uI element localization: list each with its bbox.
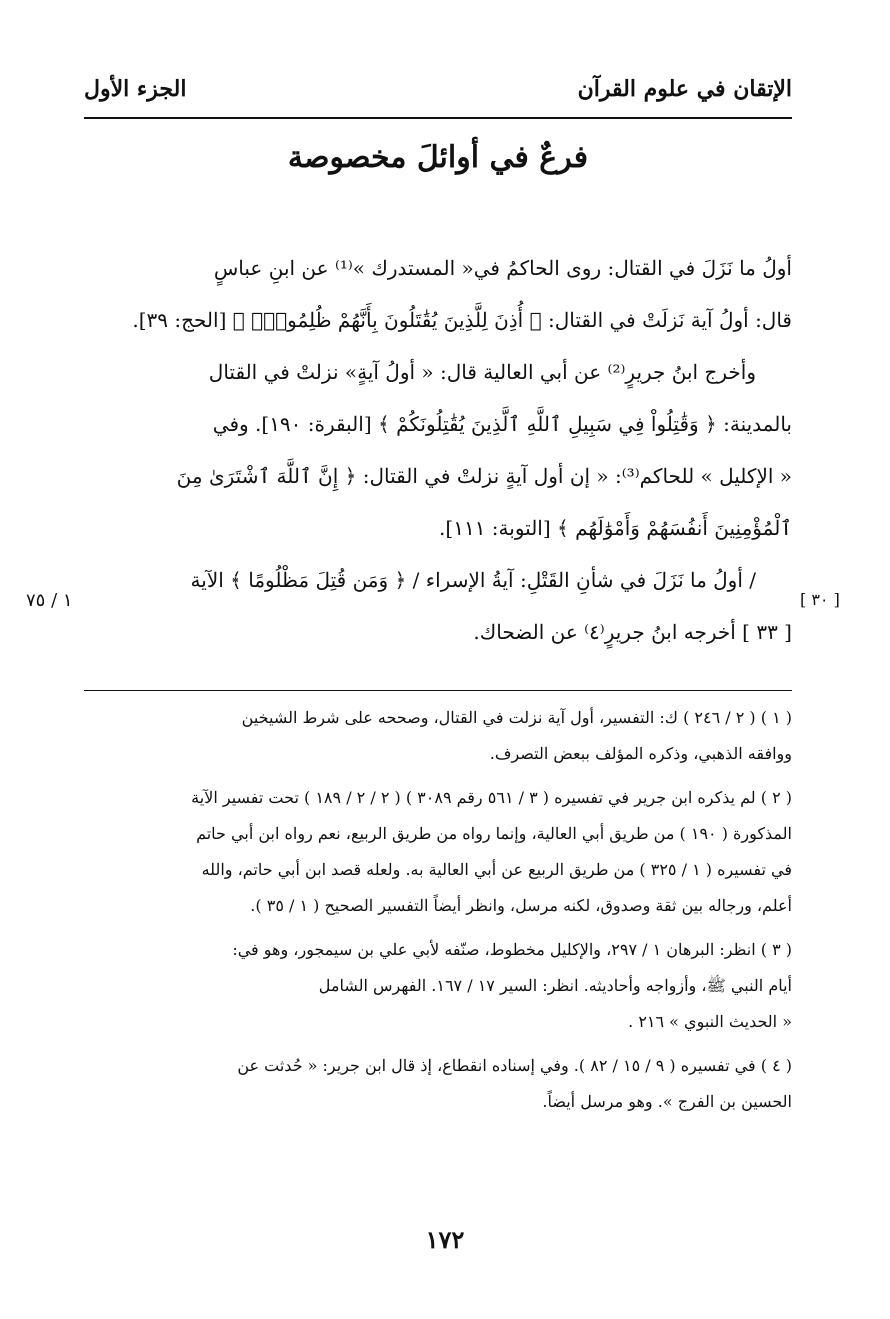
page-number: ١٧٢: [425, 1225, 465, 1254]
footnote-line: في تفسيره ( ١ / ٣٢٥ ) من طريق الربيع عن أبي العالية به. ولعله قصد ابن أبي حاتم، والله: [201, 860, 792, 879]
text-line: قال: أولُ آية نَزلَتْ في القتال: ﴿ أُذِنَ لِلَّذِينَ يُقَٰتَلُونَ بِأَنَّهُمْ ظُلِمُواْۚ ﴾ [الحج: ٣٩].: [132, 308, 792, 332]
footnote-line: ( ١ ) ( ٢ / ٢٤٦ ) ك: التفسير، أول آية نزلت في القتال، وصححه على شرط الشيخين: [241, 708, 792, 727]
text-line: [ ٣٣ ] أخرجه ابنُ جريرٍ⁽٤⁾ عن الضحاك.: [473, 620, 792, 644]
footnote-line: « الحديث النبوي » ٢١٦ .: [628, 1012, 792, 1031]
footnote-line: ( ٤ ) في تفسيره ( ٩ / ١٥ / ٨٢ ). وفي إسناده انقطاع، إذ قال ابن جرير: « حُدثت عن: [237, 1056, 792, 1075]
text-line: ٱلْمُؤْمِنِينَ أَنفُسَهُمْ وَأَمْوَٰلَهُم ﴾ [التوبة: ١١١].: [439, 516, 792, 540]
footnotes: [92, 700, 792, 1120]
footnote-line: ووافقه الذهبي، وذكره المؤلف ببعض التصرف.: [489, 744, 792, 763]
part-label: الجزء الأول: [84, 76, 187, 102]
running-header: [84, 76, 792, 114]
text-line: وأخرج ابنُ جريرٍ⁽²⁾ عن أبي العالية قال: « أولُ آيةٍ» نزلتْ في القتال: [208, 360, 756, 384]
header-rule: [84, 117, 792, 119]
footnote-line: الحسين بن الفرج ». وهو مرسل أيضاً.: [542, 1092, 792, 1111]
footnote-separator: [84, 690, 792, 691]
footnote-line: المذكورة ( ١٩٠ ) من طريق أبي العالية، وإنما رواه من طريق الربيع، نعم رواه ابن أبي حاتم: [196, 824, 792, 843]
section-title: فرعٌ في أوائلَ مخصوصة: [287, 140, 589, 175]
main-text: [92, 242, 792, 658]
text-line: / أولُ ما نَزَلَ في شأنِ القَتْلِ: آيةُ الإسراء / ﴿ وَمَن قُتِلَ مَظْلُومًا ﴾ الآية: [190, 568, 756, 592]
footnote-line: أعلم، ورجاله بين ثقة وصدوق، لكنه مرسل، وانظر أيضاً التفسير الصحيح ( ١ / ٣٥ ).: [250, 896, 792, 915]
text-line: أولُ ما نَزَلَ في القتال: روى الحاكمُ في« المستدرك »⁽¹⁾ عن ابنِ عباسٍ: [213, 256, 792, 280]
margin-reference: [ ٣٠ ]: [800, 590, 840, 609]
footnote-line: أيام النبي ﷺ، وأزواجه وأحاديثه. انظر: السير ١٧ / ١٦٧. الفهرس الشامل: [318, 976, 792, 995]
text-line: « الإكليل » للحاكم⁽³⁾: « إن أول آيةٍ نزلتْ في القتال: ﴿ إِنَّ ٱللَّهَ ٱشْتَرَىٰ مِنَ: [176, 464, 792, 488]
footnote-line: ( ٢ ) لم يذكره ابن جرير في تفسيره ( ٣ / ٥٦١ رقم ٣٠٨٩ ) ( ٢ / ٢ / ١٨٩ ) تحت تفسير الآية: [191, 788, 792, 807]
text-line: بالمدينة: ﴿ وَقَٰتِلُواْ فِي سَبِيلِ ٱللَّهِ ٱلَّذِينَ يُقَٰتِلُونَكُمْ ﴾ [البقرة: ١٩٠]. وفي: [212, 412, 792, 436]
margin-page-ref: ١ / ٧٥: [26, 590, 73, 611]
book-title: الإتقان في علوم القرآن: [577, 76, 792, 102]
footnote-line: ( ٣ ) انظر: البرهان ١ / ٢٩٧، والإكليل مخطوط، صنّفه لأبي علي بن سيمجور، وهو في:: [232, 940, 792, 959]
